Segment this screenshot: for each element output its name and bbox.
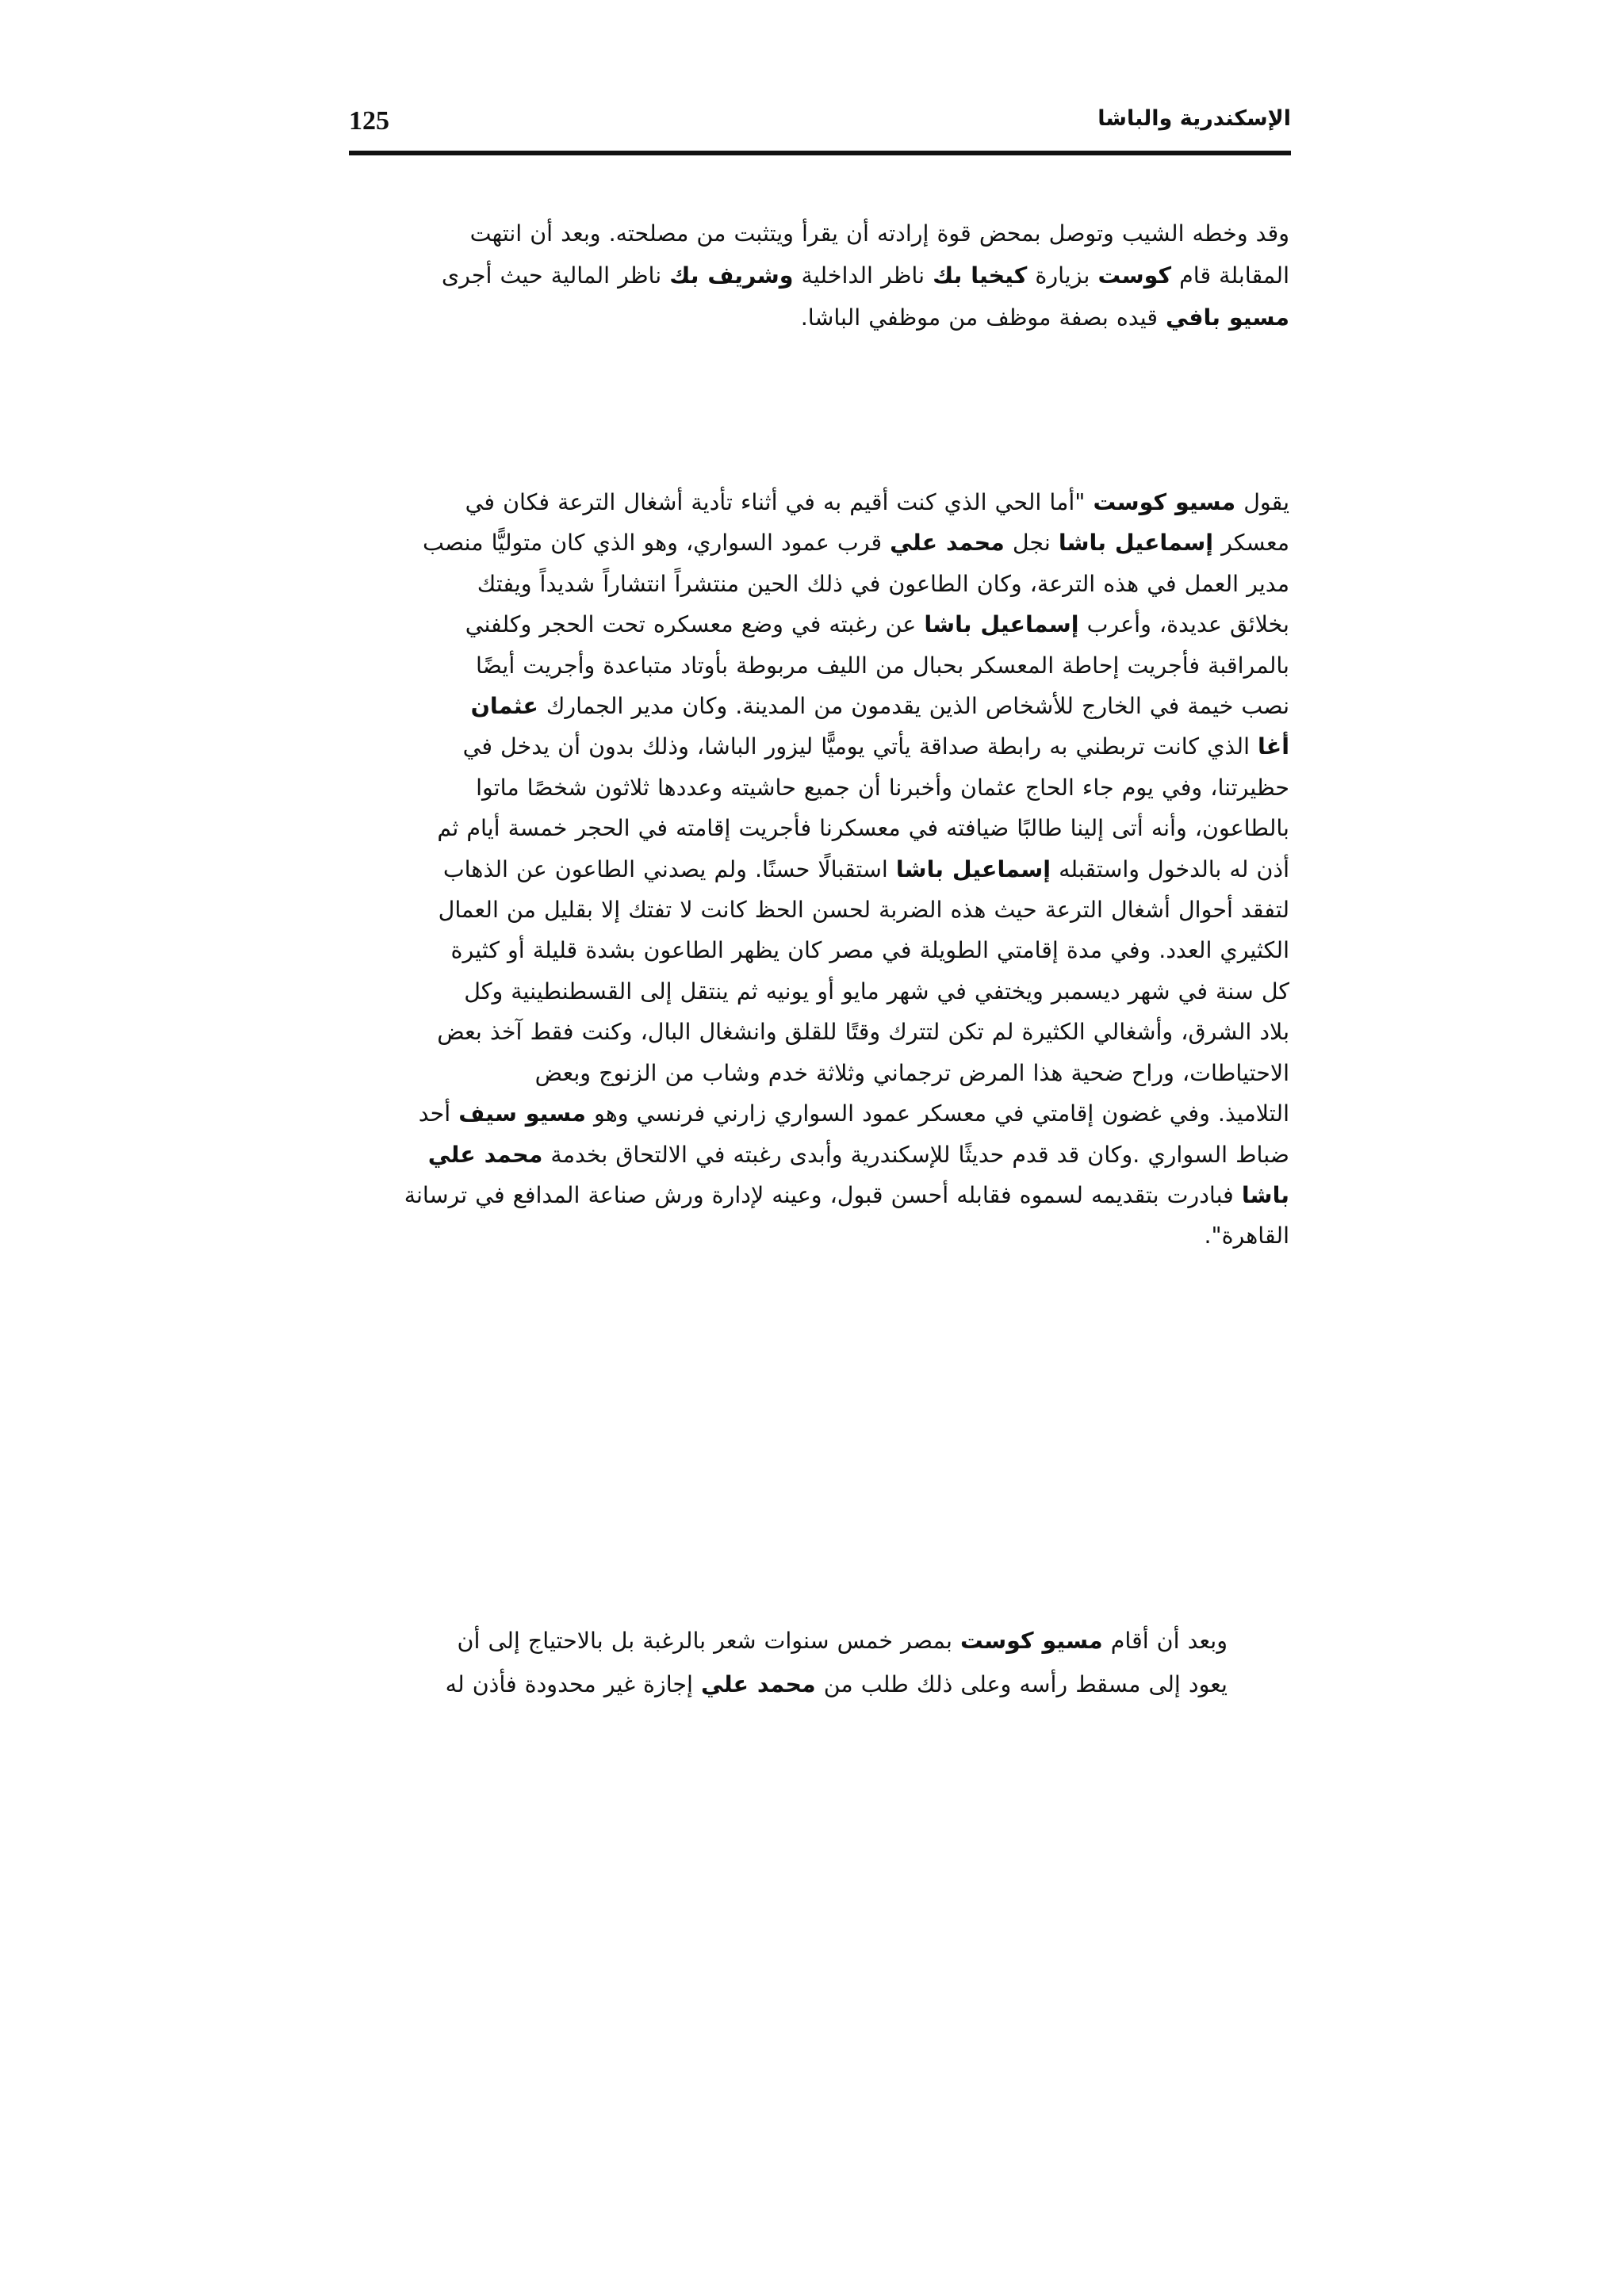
text-line: أغا الذي كانت تربطني به رابطة صداقة يأتي يوميًّا ليزور الباشا، وذلك بدون أن يدخل في — [462, 733, 1289, 760]
text-line: أذن له بالدخول واستقبله إسماعيل باشا استقبالًا حسنًا. ولم يصدني الطاعون عن الذهاب — [442, 855, 1289, 882]
bold-name: مسيو بافي — [1166, 304, 1289, 331]
text-line: يقول مسيو كوست "أما الحي الذي كنت أقيم به في أثناء تأدية أشغال الترعة فكان في — [465, 489, 1289, 515]
bold-name: مسيو سيف — [458, 1100, 586, 1127]
bold-name: وشريف بك — [669, 262, 794, 289]
text-line: مسيو بافي قيده بصفة موظف من موظفي الباشا. — [800, 304, 1289, 331]
text-line: باشا فبادرت بتقديمه لسموه فقابله أحسن قبول، وعينه لإدارة ورش صناعة المدافع في ترسانة — [404, 1181, 1289, 1208]
paragraph-2 — [352, 482, 1289, 1257]
text-line: بخلائق عديدة، وأعرب إسماعيل باشا عن رغبته في وضع معسكره تحت الحجر وكلفني — [465, 611, 1289, 638]
bold-name: باشا — [1241, 1181, 1289, 1208]
text-line: حظيرتنا، وفي يوم جاء الحاج عثمان وأخبرنا أن جميع حاشيته وعددها ثلاثون شخصًا ماتوا — [476, 774, 1289, 801]
text-line: التلاميذ. وفي غضون إقامتي في معسكر عمود السواري زارني فرنسي وهو مسيو سيف أحد — [418, 1100, 1289, 1127]
text-line: بالطاعون، وأنه أتى إلينا طالبًا ضيافته في معسكرنا فأجريت إقامته في الحجر خمسة أيام ثم — [437, 815, 1289, 842]
text-line: معسكر إسماعيل باشا نجل محمد علي قرب عمود السواري، وهو الذي كان متوليًّا منصب — [422, 530, 1289, 557]
text-line: يعود إلى مسقط رأسه وعلى ذلك طلب من محمد علي إجازة غير محدودة فأذن له — [445, 1671, 1228, 1697]
text-line: وقد وخطه الشيب وتوصل بمحض قوة إرادته أن يقرأ ويتثبت من مصلحته. وبعد أن انتهت — [469, 220, 1289, 247]
text-line: المقابلة قام كوست بزيارة كيخيا بك ناظر الداخلية وشريف بك ناظر المالية حيث أجرى — [441, 262, 1289, 289]
page-header — [349, 103, 1291, 155]
bold-name: مسيو كوست — [1093, 489, 1236, 515]
text-line: القاهرة". — [1204, 1223, 1289, 1249]
text-line: نصب خيمة في الخارج للأشخاص الذين يقدمون من المدينة. وكان مدير الجمارك عثمان — [470, 693, 1289, 720]
text-line: ضباط السواري .وكان قد قدم حديثًا للإسكندرية وأبدى رغبته في الالتحاق بخدمة محمد علي — [427, 1141, 1289, 1168]
bold-name: مسيو كوست — [959, 1628, 1103, 1654]
bold-name: إسماعيل باشا — [895, 855, 1051, 882]
paragraph-3 — [352, 1619, 1228, 1706]
bold-name: إسماعيل باشا — [924, 611, 1079, 638]
bold-name: إسماعيل باشا — [1058, 530, 1214, 557]
paragraph-1 — [352, 212, 1289, 339]
bold-name: محمد علي — [427, 1141, 543, 1168]
running-title: الإسكندرية والباشا — [1097, 106, 1291, 131]
page-number: 125 — [349, 106, 389, 136]
text-line: وبعد أن أقام مسيو كوست بمصر خمس سنوات شعر بالرغبة بل بالاحتياج إلى أن — [457, 1628, 1228, 1654]
bold-name: عثمان — [470, 693, 538, 720]
bold-name: كوست — [1097, 262, 1172, 289]
text-line: الكثيري العدد. وفي مدة إقامتي الطويلة في مصر كان يظهر الطاعون بشدة قليلة أو كثيرة — [450, 937, 1289, 964]
text-line: مدير العمل في هذه الترعة، وكان الطاعون في ذلك الحين منتشراً انتشاراً شديداً ويفتك — [477, 570, 1289, 597]
text-line: كل سنة في شهر ديسمبر ويختفي في شهر مايو أو يونيه ثم ينتقل إلى القسطنطينية وكل — [464, 978, 1289, 1004]
text-line: بلاد الشرق، وأشغالي الكثيرة لم تكن لتترك وقتًا للقلق وانشغال البال، وكنت فقط آخذ بعض — [437, 1019, 1289, 1046]
bold-name: محمد علي — [890, 530, 1005, 557]
text-line: بالمراقبة فأجريت إحاطة المعسكر بحبال من الليف مربوطة بأوتاد متباعدة وأجريت أيضًا — [476, 652, 1289, 679]
bold-name: أغا — [1258, 733, 1289, 760]
text-line: الاحتياطات، وراح ضحية هذا المرض ترجماني وثلاثة خدم وشاب من الزنوج وبعض — [534, 1059, 1289, 1086]
bold-name: كيخيا بك — [933, 262, 1028, 289]
bold-name: محمد علي — [701, 1671, 816, 1697]
text-line: لتفقد أحوال أشغال الترعة حيث هذه الضربة لحسن الحظ كانت لا تفتك إلا بقليل من العمال — [438, 897, 1289, 924]
